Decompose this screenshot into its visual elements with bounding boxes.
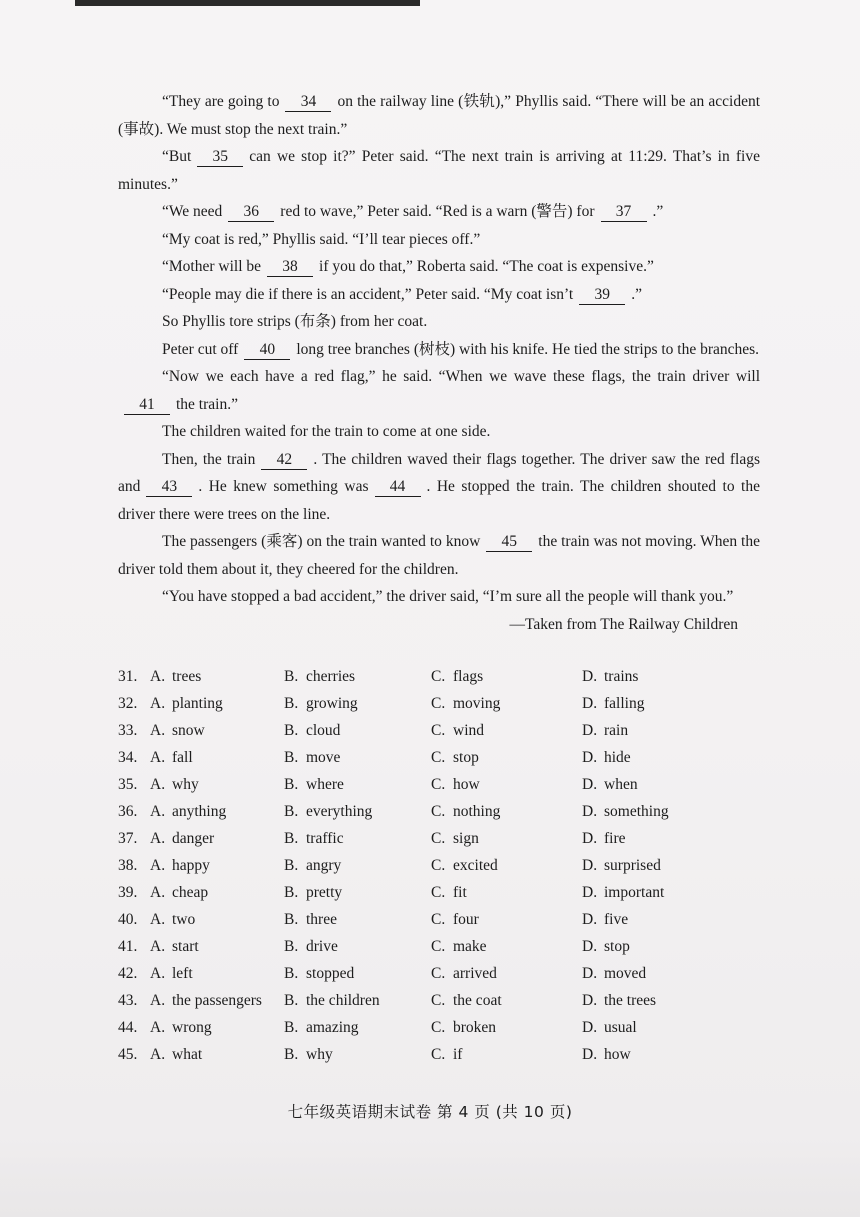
option-choice [582,776,638,794]
option-choice [582,911,628,929]
option-text: anything [172,803,227,820]
cloze-passage [118,88,760,638]
question-row [118,961,778,988]
passage-text: “My coat is red,” Phyllis said. “I’ll tear pieces off.” [162,230,481,248]
option-text: start [172,938,199,955]
option-text: something [604,803,669,820]
question-row [118,691,778,718]
passage-paragraph [118,528,760,583]
option-choice [284,830,344,848]
option-letter: B. [284,668,299,685]
option-choice [284,776,344,794]
option-choice [582,803,669,821]
question-number: 33. [118,722,138,739]
option-letter: B. [284,965,299,982]
option-choice [150,884,208,902]
option-text: cherries [306,668,356,685]
passage-paragraph [118,446,760,529]
option-choice [150,695,223,713]
option-letter: B. [284,803,299,820]
option-choice [284,722,340,740]
option-letter: D. [582,776,598,793]
passage-paragraph [118,226,760,254]
option-letter: D. [582,803,598,820]
option-letter: C. [431,911,446,928]
passage-text: “You have stopped a bad accident,” the driver said, “I’m sure all the people will thank you.” [162,588,734,605]
blank-number: 43 [146,478,192,497]
option-letter: C. [431,695,446,712]
option-text: surprised [604,857,661,874]
option-letter: D. [582,1046,598,1063]
option-choice [284,938,338,956]
option-text: wrong [172,1019,212,1036]
question-row [118,799,778,826]
question-row [118,934,778,961]
passage-text: “Now we each have a red flag,” he said. “When we wave these flags, the train driver will [162,368,760,385]
option-letter: C. [431,857,446,874]
passage-text: Peter cut off [162,340,239,358]
option-text: left [172,965,193,982]
passage-text: “They are going to [162,93,280,110]
option-letter: A. [150,857,166,874]
option-text: rain [604,722,629,739]
option-choice [582,695,644,713]
option-choice [150,668,201,686]
option-text: stop [453,749,479,766]
page-footer: 七年级英语期末试卷 第 4 页 (共 10 页) [287,1103,573,1121]
scan-shadow [0,1140,860,1217]
option-text: how [604,1046,631,1063]
option-letter: A. [150,938,166,955]
option-text: moved [604,965,647,982]
option-letter: D. [582,830,598,847]
option-choice [284,857,341,875]
question-row [118,826,778,853]
passage-text: The passengers (乘客) on the train wanted to know [162,533,481,550]
option-text: usual [604,1019,637,1036]
option-text: trees [172,668,202,685]
question-row [118,664,778,691]
option-text: falling [604,695,645,712]
option-text: important [604,884,665,901]
option-letter: C. [431,749,446,766]
option-choice [284,668,355,686]
blank-number: 39 [579,286,625,305]
option-letter: D. [582,695,598,712]
option-letter: A. [150,749,166,766]
question-row [118,772,778,799]
option-choice [582,938,630,956]
option-letter: D. [582,749,598,766]
question-number: 42. [118,965,138,982]
option-text: moving [453,695,501,712]
blank-number: 35 [197,148,243,167]
option-text: what [172,1046,203,1063]
option-letter: C. [431,965,446,982]
option-letter: B. [284,992,299,1009]
option-choice [150,857,210,875]
option-text: five [604,911,629,928]
option-choice [582,857,661,875]
option-letter: C. [431,776,446,793]
option-letter: B. [284,695,299,712]
passage-text: . He stopped the train. The children shouted to the driver there were trees on the line. [118,478,760,523]
option-text: make [453,938,487,955]
passage-text: . The children waved their flags together. The driver saw the red flags and [118,450,760,495]
passage-paragraph [118,198,760,226]
option-choice [431,911,479,929]
scan-edge-strip [75,0,420,6]
option-letter: B. [284,1046,299,1063]
option-choice [284,911,337,929]
passage-text: Then, the train [162,450,256,468]
question-row [118,745,778,772]
option-letter: C. [431,803,446,820]
blank-number: 44 [375,478,421,497]
option-choice [582,749,631,767]
option-text: nothing [453,803,501,820]
option-letter: B. [284,722,299,739]
option-choice [284,1046,333,1064]
question-number: 35. [118,776,138,793]
option-text: excited [453,857,498,874]
blank-number: 37 [601,203,647,222]
option-text: growing [306,695,358,712]
option-letter: C. [431,1046,446,1063]
passage-text: “But [162,148,192,165]
question-number: 36. [118,803,138,820]
passage-text: the train was not moving. When the driver told them about it, they cheered for the children. [118,533,760,578]
option-letter: A. [150,776,166,793]
option-choice [150,830,214,848]
option-choice [150,803,226,821]
option-text: flags [453,668,484,685]
question-number: 44. [118,1019,138,1036]
question-row [118,1042,778,1069]
option-text: three [306,911,337,928]
option-choice [150,911,195,929]
option-letter: A. [150,992,166,1009]
question-row [118,718,778,745]
option-letter: B. [284,857,299,874]
passage-paragraph [118,308,760,336]
option-choice [582,830,626,848]
passage-text: red to wave,” Peter said. “Red is a warn (警告) for [280,203,595,220]
option-letter: A. [150,965,166,982]
question-row [118,907,778,934]
question-number: 43. [118,992,138,1009]
option-letter: D. [582,911,598,928]
option-choice [582,992,656,1010]
option-letter: C. [431,884,446,901]
option-choice [284,965,354,983]
option-letter: C. [431,668,446,685]
option-letter: D. [582,857,598,874]
option-letter: D. [582,884,598,901]
question-number: 39. [118,884,138,901]
option-letter: B. [284,938,299,955]
option-text: the trees [604,992,657,1009]
option-choice [582,965,646,983]
option-choice [150,722,205,740]
option-letter: A. [150,722,166,739]
option-text: the coat [453,992,502,1009]
option-choice [582,1046,631,1064]
option-text: hide [604,749,631,766]
option-choice [431,803,500,821]
option-text: the passengers [172,992,262,1009]
passage-text: the train.” [176,395,238,413]
passage-paragraph [118,253,760,281]
passage-paragraph [118,418,760,446]
option-letter: D. [582,992,598,1009]
option-letter: C. [431,830,446,847]
option-choice [582,722,628,740]
passage-text: “Mother will be [162,258,262,275]
blank-number: 34 [285,93,331,112]
option-choice [582,884,664,902]
question-number: 34. [118,749,138,766]
option-letter: B. [284,776,299,793]
blank-number: 40 [244,341,290,360]
answer-options [118,664,778,1069]
question-number: 40. [118,911,138,928]
question-number: 38. [118,857,138,874]
option-letter: C. [431,992,446,1009]
option-text: arrived [453,965,497,982]
option-choice [150,1046,202,1064]
option-choice [150,938,199,956]
option-letter: A. [150,911,166,928]
option-choice [431,749,479,767]
option-text: traffic [306,830,344,847]
option-text: if [453,1046,463,1063]
option-choice [431,722,484,740]
passage-text: on the railway line (铁轨),” Phyllis said. “There will be an accident (事故). We must stop the next train.” [118,93,761,138]
passage-text: . He knew something was [198,478,369,495]
option-text: danger [172,830,215,847]
blank-number: 36 [228,203,274,222]
option-choice [284,992,380,1010]
option-letter: A. [150,1019,166,1036]
option-choice [431,857,498,875]
option-text: two [172,911,196,928]
passage-paragraph [118,336,760,364]
option-text: angry [306,857,342,874]
question-row [118,853,778,880]
option-letter: D. [582,938,598,955]
option-choice [582,1019,637,1037]
option-choice [431,695,500,713]
option-letter: A. [150,695,166,712]
option-choice [431,830,479,848]
option-choice [150,776,199,794]
question-number: 31. [118,668,138,685]
passage-text: .” [631,285,642,303]
option-letter: D. [582,668,598,685]
option-text: fall [172,749,193,766]
passage-text: So Phyllis tore strips (布条) from her coat. [162,313,428,330]
question-row [118,988,778,1015]
option-letter: A. [150,803,166,820]
blank-number: 38 [267,258,313,277]
option-text: why [306,1046,333,1063]
option-choice [284,1019,359,1037]
option-text: happy [172,857,210,874]
option-text: everything [306,803,373,820]
question-row [118,1015,778,1042]
option-letter: D. [582,722,598,739]
option-text: where [306,776,344,793]
option-text: sign [453,830,479,847]
option-letter: B. [284,884,299,901]
passage-paragraph [118,143,760,198]
option-letter: A. [150,830,166,847]
option-letter: D. [582,965,598,982]
passage-text: long tree branches (树枝) with his knife. He tied the strips to the branches. [296,340,760,358]
option-letter: C. [431,1019,446,1036]
passage-text: “People may die if there is an accident,” Peter said. “My coat isn’t [162,285,574,303]
passage-paragraph [118,583,760,611]
option-text: stop [604,938,630,955]
option-text: stopped [306,965,355,982]
option-choice [431,884,467,902]
option-choice [431,992,502,1010]
option-choice [284,695,358,713]
question-number: 45. [118,1046,138,1063]
passage-text: if you do that,” Roberta said. “The coat is expensive.” [319,258,654,275]
option-letter: A. [150,884,166,901]
option-text: when [604,776,638,793]
option-text: broken [453,1019,497,1036]
passage-source: —Taken from The Railway Children [509,615,738,633]
option-choice [150,1019,212,1037]
option-choice [431,965,497,983]
option-choice [431,1019,496,1037]
question-number: 41. [118,938,138,955]
passage-paragraph [118,281,760,309]
question-number: 37. [118,830,138,847]
blank-number: 45 [486,533,532,552]
option-letter: A. [150,668,166,685]
option-choice [284,884,342,902]
option-letter: B. [284,749,299,766]
option-text: amazing [306,1019,359,1036]
option-text: how [453,776,480,793]
option-choice [582,668,638,686]
option-text: planting [172,695,223,712]
passage-text: .” [652,203,664,220]
option-choice [431,668,483,686]
option-letter: D. [582,1019,598,1036]
option-letter: C. [431,722,446,739]
option-choice [150,992,262,1010]
option-letter: B. [284,1019,299,1036]
blank-number: 41 [124,396,170,415]
option-text: fit [453,884,467,901]
passage-text: “We need [162,203,223,220]
option-text: snow [172,722,205,739]
option-choice [150,965,193,983]
option-text: drive [306,938,338,955]
option-choice [431,938,487,956]
option-choice [284,749,340,767]
option-letter: B. [284,830,299,847]
option-text: pretty [306,884,343,901]
question-number: 32. [118,695,138,712]
option-choice [150,749,193,767]
option-text: fire [604,830,626,847]
option-text: trains [604,668,639,685]
passage-text: The children waited for the train to come at one side. [162,423,491,440]
option-choice [431,1046,462,1064]
passage-paragraph [118,88,760,143]
option-text: cloud [306,722,341,739]
option-text: why [172,776,199,793]
question-row [118,880,778,907]
option-text: four [453,911,479,928]
option-text: wind [453,722,484,739]
option-text: cheap [172,884,209,901]
option-text: move [306,749,341,766]
blank-number: 42 [261,451,307,470]
option-choice [284,803,372,821]
option-choice [431,776,480,794]
option-text: the children [306,992,380,1009]
passage-text: can we stop it?” Peter said. “The next train is arriving at 11:29. That’s in five minutes.” [118,148,760,193]
option-letter: C. [431,938,446,955]
passage-paragraph [118,363,760,418]
option-letter: A. [150,1046,166,1063]
option-letter: B. [284,911,299,928]
